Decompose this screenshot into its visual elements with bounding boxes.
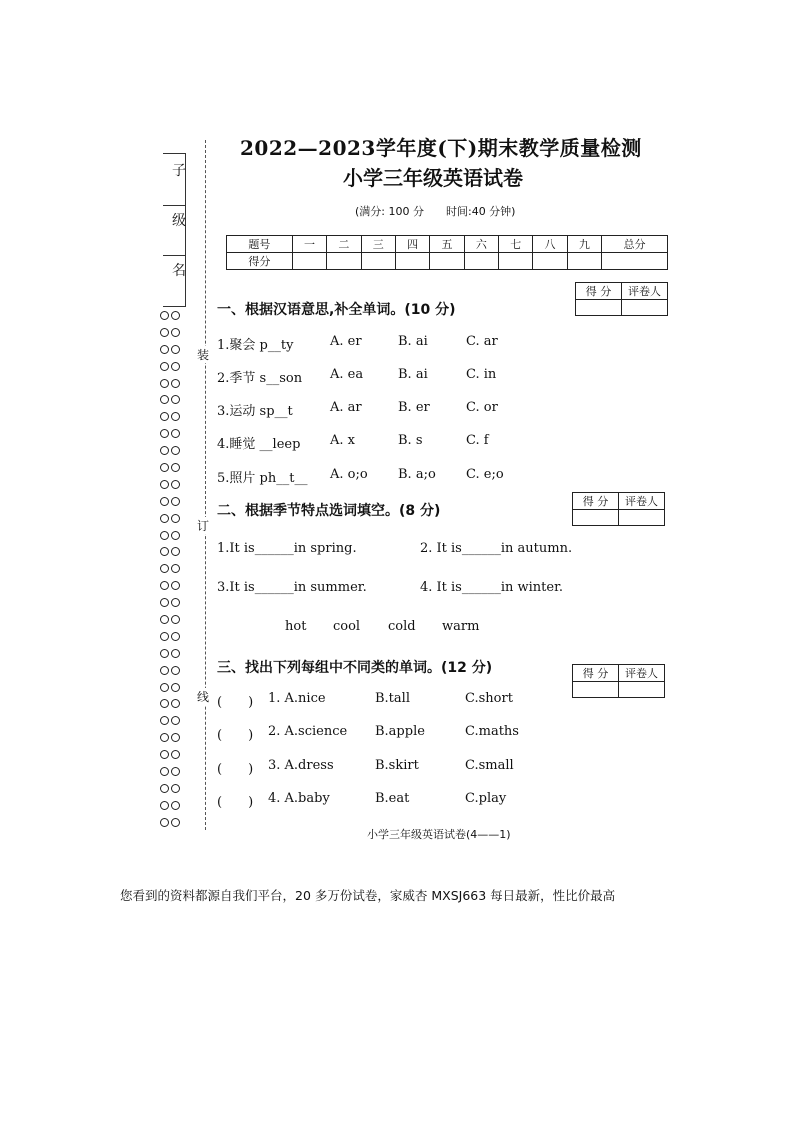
strip-divider bbox=[163, 205, 185, 206]
binding-circle bbox=[171, 480, 180, 489]
binding-circle bbox=[160, 683, 169, 692]
binding-circle bbox=[171, 784, 180, 793]
option-a: A. er bbox=[330, 334, 362, 349]
grader-score-label: 得 分 bbox=[573, 665, 619, 682]
answer-paren[interactable]: ( ) bbox=[217, 762, 254, 777]
binding-circle bbox=[171, 649, 180, 658]
section-title: 一、根据汉语意思,补全单词。(10 分) bbox=[217, 302, 456, 318]
binding-circle bbox=[160, 446, 169, 455]
binding-circle-row bbox=[160, 527, 186, 544]
binding-circle-row bbox=[160, 408, 186, 425]
score-row-label: 得分 bbox=[227, 253, 293, 270]
binding-circle bbox=[160, 362, 169, 371]
option-b: B. ai bbox=[398, 367, 428, 382]
option-c: C. ar bbox=[466, 334, 498, 349]
grader-table bbox=[572, 664, 665, 698]
strip-char: 子 bbox=[172, 163, 186, 179]
answer-paren[interactable]: ( ) bbox=[217, 795, 254, 810]
option-a: A. ar bbox=[330, 400, 362, 415]
option-a: 4. A.baby bbox=[268, 791, 330, 806]
binding-circle-row bbox=[160, 510, 186, 527]
grader-score-label: 得 分 bbox=[576, 283, 622, 300]
binding-circle bbox=[171, 699, 180, 708]
binding-circle bbox=[171, 666, 180, 675]
option-c: C.short bbox=[465, 691, 513, 706]
binding-circle bbox=[160, 328, 169, 337]
option-a: A. o;o bbox=[330, 467, 368, 482]
score-table bbox=[226, 235, 668, 270]
binding-circle-row bbox=[160, 442, 186, 459]
exam-meta: (满分: 100 分 时间:40 分钟) bbox=[355, 205, 516, 218]
binding-circle bbox=[160, 750, 169, 759]
score-cell[interactable] bbox=[327, 253, 361, 270]
section-title: 三、找出下列每组中不同类的单词。(12 分) bbox=[217, 660, 493, 676]
score-col: 总分 bbox=[602, 236, 668, 253]
word-choice: cold bbox=[388, 619, 416, 634]
score-cell[interactable] bbox=[464, 253, 498, 270]
binding-circles bbox=[160, 307, 186, 831]
binding-circle bbox=[171, 446, 180, 455]
option-c: C.small bbox=[465, 758, 514, 773]
score-cell[interactable] bbox=[292, 253, 326, 270]
binding-circle bbox=[171, 750, 180, 759]
binding-circle bbox=[171, 733, 180, 742]
score-header-label: 题号 bbox=[227, 236, 293, 253]
exam-subtitle: 小学三年级英语试卷 bbox=[343, 166, 523, 190]
binding-circle bbox=[160, 395, 169, 404]
binding-circle bbox=[160, 311, 169, 320]
option-b: B. s bbox=[398, 433, 423, 448]
exam-title: 2022—2023学年度(下)期末教学质量检测 bbox=[240, 136, 642, 160]
binding-circle bbox=[160, 632, 169, 641]
binding-circle bbox=[171, 683, 180, 692]
grader-score-label: 得 分 bbox=[573, 493, 619, 510]
binding-circle-row bbox=[160, 493, 186, 510]
question-prompt: 4.睡觉 __leep bbox=[217, 437, 301, 452]
option-c: C.maths bbox=[465, 724, 519, 739]
grader-score-cell[interactable] bbox=[573, 682, 619, 698]
binding-circle bbox=[160, 581, 169, 590]
page-footer: 小学三年级英语试卷(4——1) bbox=[367, 828, 511, 841]
binding-circle bbox=[171, 311, 180, 320]
binding-circle-row bbox=[160, 341, 186, 358]
binding-circle bbox=[171, 497, 180, 506]
fill-question: 3.It is______in summer. bbox=[217, 580, 367, 595]
binding-circle bbox=[160, 801, 169, 810]
question-prompt: 2.季节 s__son bbox=[217, 371, 303, 386]
grader-name-cell[interactable] bbox=[619, 510, 665, 526]
binding-circle-row bbox=[160, 645, 186, 662]
binding-circle bbox=[160, 429, 169, 438]
binding-circle-row bbox=[160, 543, 186, 560]
binding-circle bbox=[160, 564, 169, 573]
question-prompt: 3.运动 sp__t bbox=[217, 404, 293, 419]
score-cell[interactable] bbox=[395, 253, 429, 270]
question-prompt: 5.照片 ph__t__ bbox=[217, 471, 308, 486]
option-a: A. x bbox=[330, 433, 355, 448]
grader-name-cell[interactable] bbox=[619, 682, 665, 698]
binding-circle bbox=[171, 598, 180, 607]
score-cell[interactable] bbox=[533, 253, 567, 270]
binding-circle-row bbox=[160, 560, 186, 577]
strip-char: 名 bbox=[172, 263, 186, 279]
score-col: 八 bbox=[533, 236, 567, 253]
binding-circle bbox=[160, 716, 169, 725]
binding-circle-row bbox=[160, 679, 186, 696]
binding-circle-row bbox=[160, 476, 186, 493]
binding-circle-row bbox=[160, 746, 186, 763]
binding-circle bbox=[160, 345, 169, 354]
score-cell[interactable] bbox=[499, 253, 533, 270]
binding-circle bbox=[160, 733, 169, 742]
binding-circle-row bbox=[160, 594, 186, 611]
binding-circle-row bbox=[160, 763, 186, 780]
binding-circle-row bbox=[160, 425, 186, 442]
option-c: C. f bbox=[466, 433, 489, 448]
binding-dash-line bbox=[205, 140, 206, 830]
binding-circle bbox=[171, 767, 180, 776]
grader-score-cell[interactable] bbox=[573, 510, 619, 526]
binding-circle-row bbox=[160, 780, 186, 797]
option-c: C. or bbox=[466, 400, 498, 415]
section-title: 二、根据季节特点选词填空。(8 分) bbox=[217, 503, 441, 519]
binding-circle bbox=[171, 716, 180, 725]
binding-circle bbox=[160, 767, 169, 776]
binding-circle-row bbox=[160, 307, 186, 324]
option-a: 2. A.science bbox=[268, 724, 348, 739]
binding-circle bbox=[160, 666, 169, 675]
strip-char: 级 bbox=[172, 213, 186, 229]
score-col: 六 bbox=[464, 236, 498, 253]
option-b: B.eat bbox=[375, 791, 410, 806]
bottom-note: 您看到的资料都源自我们平台，20 多万份试卷，家威杏 MXSJ663 每日最新，性比价最高 bbox=[120, 888, 616, 903]
option-b: B. a;o bbox=[398, 467, 436, 482]
binding-label: 订 bbox=[197, 519, 210, 533]
binding-circle-row bbox=[160, 695, 186, 712]
option-a: 1. A.nice bbox=[268, 691, 326, 706]
score-cell[interactable] bbox=[567, 253, 601, 270]
fill-question: 2. It is______in autumn. bbox=[420, 541, 573, 556]
binding-circle bbox=[171, 412, 180, 421]
option-b: B. er bbox=[398, 400, 430, 415]
binding-circle bbox=[171, 429, 180, 438]
binding-circle-row bbox=[160, 459, 186, 476]
score-table-row bbox=[227, 253, 668, 270]
option-c: C. in bbox=[466, 367, 497, 382]
binding-circle-row bbox=[160, 577, 186, 594]
binding-circle bbox=[160, 463, 169, 472]
answer-paren[interactable]: ( ) bbox=[217, 728, 254, 743]
fill-question: 1.It is______in spring. bbox=[217, 541, 357, 556]
option-b: B.apple bbox=[375, 724, 425, 739]
word-choice: warm bbox=[442, 619, 480, 634]
score-col: 三 bbox=[361, 236, 395, 253]
score-cell[interactable] bbox=[361, 253, 395, 270]
binding-circle bbox=[171, 531, 180, 540]
binding-circle bbox=[160, 699, 169, 708]
option-b: B.tall bbox=[375, 691, 410, 706]
fill-question: 4. It is______in winter. bbox=[420, 580, 564, 595]
binding-circle bbox=[171, 818, 180, 827]
grader-name-cell[interactable] bbox=[622, 300, 668, 316]
binding-circle-row bbox=[160, 358, 186, 375]
binding-circle bbox=[171, 345, 180, 354]
word-choice: cool bbox=[333, 619, 361, 634]
binding-circle bbox=[160, 598, 169, 607]
binding-circle-row bbox=[160, 375, 186, 392]
binding-circle bbox=[171, 362, 180, 371]
score-col: 二 bbox=[327, 236, 361, 253]
binding-circle-row bbox=[160, 729, 186, 746]
binding-circle bbox=[171, 328, 180, 337]
binding-circle-row bbox=[160, 628, 186, 645]
binding-circle bbox=[171, 395, 180, 404]
grader-label: 评卷人 bbox=[619, 493, 665, 510]
binding-circle bbox=[171, 514, 180, 523]
score-col: 五 bbox=[430, 236, 464, 253]
binding-label: 装 bbox=[197, 348, 210, 362]
score-cell[interactable] bbox=[602, 253, 668, 270]
binding-circle bbox=[171, 463, 180, 472]
binding-circle bbox=[160, 497, 169, 506]
option-c: C.play bbox=[465, 791, 507, 806]
score-col: 七 bbox=[499, 236, 533, 253]
binding-circle bbox=[160, 784, 169, 793]
score-table-header-row bbox=[227, 236, 668, 253]
binding-circle bbox=[160, 615, 169, 624]
binding-circle-row bbox=[160, 797, 186, 814]
grader-table bbox=[572, 492, 665, 526]
score-col: 四 bbox=[395, 236, 429, 253]
score-cell[interactable] bbox=[430, 253, 464, 270]
score-col: 九 bbox=[567, 236, 601, 253]
option-c: C. e;o bbox=[466, 467, 504, 482]
score-col: 一 bbox=[292, 236, 326, 253]
binding-circle bbox=[160, 547, 169, 556]
binding-circle bbox=[171, 801, 180, 810]
grader-label: 评卷人 bbox=[622, 283, 668, 300]
binding-circle bbox=[171, 547, 180, 556]
binding-circle bbox=[171, 632, 180, 641]
binding-circle bbox=[160, 818, 169, 827]
grader-label: 评卷人 bbox=[619, 665, 665, 682]
binding-circle-row bbox=[160, 324, 186, 341]
binding-label: 线 bbox=[197, 690, 210, 704]
binding-circle bbox=[160, 514, 169, 523]
word-choice: hot bbox=[285, 619, 307, 634]
binding-circle-row bbox=[160, 814, 186, 831]
binding-circle bbox=[171, 379, 180, 388]
binding-circle-row bbox=[160, 662, 186, 679]
option-b: B. ai bbox=[398, 334, 428, 349]
option-a: 3. A.dress bbox=[268, 758, 334, 773]
binding-circle-row bbox=[160, 611, 186, 628]
option-a: A. ea bbox=[330, 367, 364, 382]
grader-score-cell[interactable] bbox=[576, 300, 622, 316]
binding-circle bbox=[160, 412, 169, 421]
binding-circle bbox=[160, 480, 169, 489]
grader-table bbox=[575, 282, 668, 316]
binding-circle bbox=[160, 531, 169, 540]
strip-divider bbox=[163, 255, 185, 256]
binding-circle bbox=[160, 379, 169, 388]
binding-circle bbox=[171, 564, 180, 573]
binding-circle bbox=[171, 581, 180, 590]
binding-circle bbox=[160, 649, 169, 658]
binding-circle-row bbox=[160, 391, 186, 408]
option-b: B.skirt bbox=[375, 758, 419, 773]
binding-circle bbox=[171, 615, 180, 624]
answer-paren[interactable]: ( ) bbox=[217, 695, 254, 710]
question-prompt: 1.聚会 p__ty bbox=[217, 338, 294, 353]
binding-circle-row bbox=[160, 712, 186, 729]
